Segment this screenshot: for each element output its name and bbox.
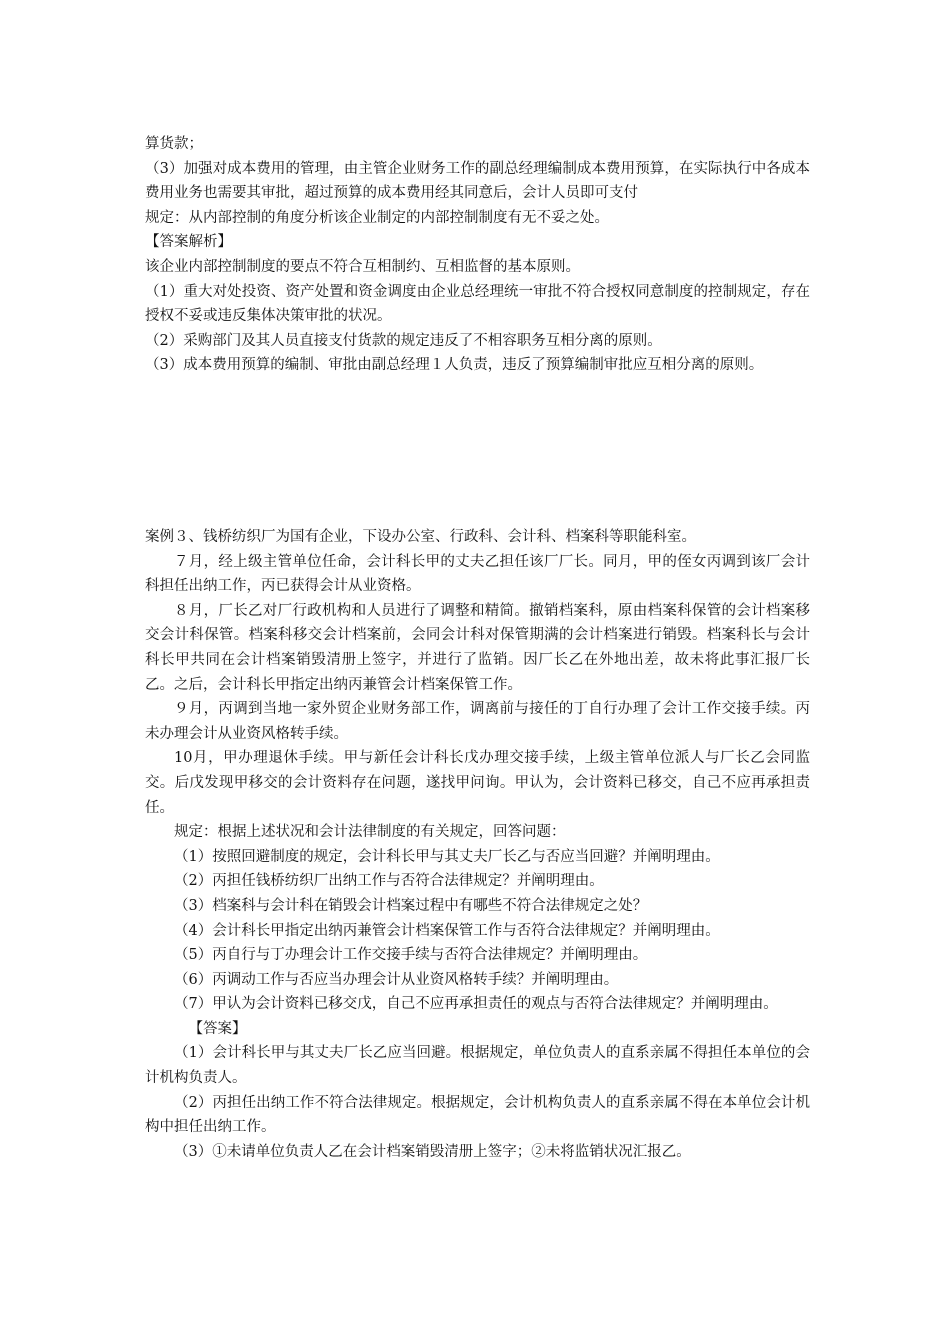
answer-heading: 【答案解析】 (145, 234, 232, 251)
answer-item: （3）成本费用预算的编制、审批由副总经理１人负责，违反了预算编制审批应互相分离的原则。 (145, 357, 764, 374)
question-item: （7）甲认为会计资料已移交戊，自己不应再承担责任的观点与否符合法律规定？并阐明理由。 (174, 996, 778, 1013)
question-item: （5）丙自行与丁办理会计工作交接手续与否符合法律规定？并阐明理由。 (174, 947, 648, 964)
answer-item: （1）重大对处投资、资产处置和资金调度由企业总经理统一审批不符合授权同意制度的控制规定，存在授权不妥或违反集体决策审批的状况。 (145, 283, 810, 325)
requirement: 规定：根据上述状况和会计法律制度的有关规定，回答问题： (174, 824, 566, 841)
answer-item: （3）①未请单位负责人乙在会计档案销毁清册上签字；②未将监销状况汇报乙。 (174, 1143, 691, 1160)
question-item: （6）丙调动工作与否应当办理会计从业资风格转手续？并阐明理由。 (174, 971, 619, 988)
text-line: 算货款； (145, 136, 203, 152)
question-item: （3）档案科与会计科在销毁会计档案过程中有哪些不符合法律规定之处？ (174, 897, 648, 914)
case-section-continued (145, 132, 810, 378)
question-item: （2）丙担任钱桥纺织厂出纳工作与否符合法律规定？并阐明理由。 (174, 873, 604, 890)
question-item: （4）会计科长甲指定出纳丙兼管会计档案保管工作与否符合法律规定？并阐明理由。 (174, 922, 720, 939)
case-paragraph: ９月，丙调到当地一家外贸企业财务部工作，调离前与接任的丁自行办理了会计工作交接手续。丙未办理会计从业资风格转手续。 (145, 701, 810, 742)
case-3-section (145, 525, 810, 1164)
case-paragraph: ７月，经上级主管单位任命，会计科长甲的丈夫乙担任该厂厂长。同月，甲的侄女丙调到该厂会计科担任出纳工作，丙已获得会计从业资格。 (145, 553, 810, 595)
requirement: 规定：从内部控制的角度分析该企业制定的内部控制制度有无不妥之处。 (145, 209, 609, 226)
answer-heading: 【答案】 (188, 1020, 247, 1037)
answer-item: （2）丙担任出纳工作不符合法律规定。根据规定，会计机构负责人的直系亲属不得在本单位会计机构中担任出纳工作。 (145, 1094, 810, 1136)
case-paragraph: ８月，厂长乙对厂行政机构和人员进行了调整和精简。撤销档案科，原由档案科保管的会计档案移交会计科保管。档案科移交会计档案前，会同会计科对保管期满的会计档案进行销毁。档案科长与会计科长甲共同在会计档案销毁清册上签字，并进行了监销。因厂长乙在外地出差，故未将此事汇报厂长乙。之后，会计科长甲指定出纳丙兼管会计档案保管工作。 (145, 602, 810, 693)
answer-intro: 该企业内部控制制度的要点不符合互相制约、互相监督的基本原则。 (145, 258, 580, 275)
case-title: 案例３、钱桥纺织厂为国有企业，下设办公室、行政科、会计科、档案科等职能科室。 (145, 529, 696, 545)
case-item: （3）加强对成本费用的管理，由主管企业财务工作的副总经理编制成本费用预算，在实际执行中各成本费用业务也需要其审批，超过预算的成本费用经其同意后，会计人员即可支付 (145, 160, 810, 202)
question-item: （1）按照回避制度的规定，会计科长甲与其丈夫厂长乙与否应当回避？并阐明理由。 (174, 848, 720, 865)
case-paragraph: 10月，甲办理退休手续。甲与新任会计科长戊办理交接手续，上级主管单位派人与厂长乙会同监交。后戊发现甲移交的会计资料存在问题，遂找甲问询。甲认为，会计资料已移交，自己不应再承担责任。 (145, 750, 810, 816)
answer-item: （2）采购部门及其人员直接支付货款的规定违反了不相容职务互相分离的原则。 (145, 332, 662, 349)
answer-item: （1）会计科长甲与其丈夫厂长乙应当回避。根据规定，单位负责人的直系亲属不得担任本单位的会计机构负责人。 (145, 1045, 810, 1087)
